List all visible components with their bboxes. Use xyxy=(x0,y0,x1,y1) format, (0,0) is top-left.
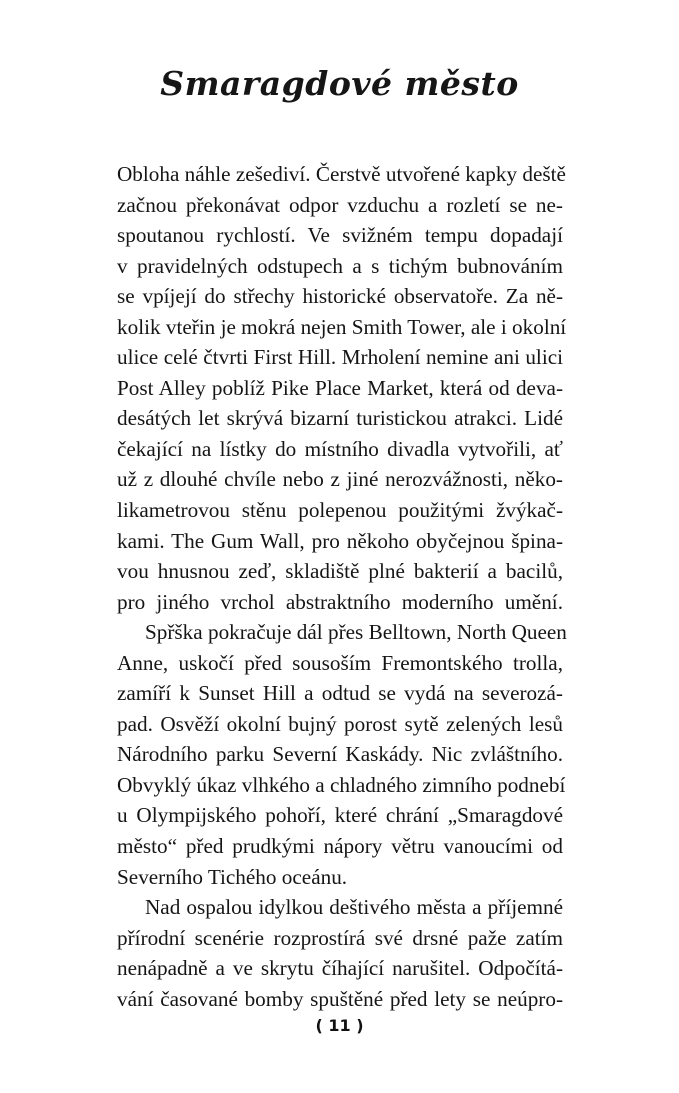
text-line: zamíří k Sunset Hill a odtud se vydá na severozá- xyxy=(117,681,563,706)
text-line: se vpíjejí do střechy historické observatoře. Za ně- xyxy=(117,284,563,309)
text-line: kolik vteřin je mokrá nejen Smith Tower, ale i okolní xyxy=(117,314,567,339)
text-line: kami. The Gum Wall, pro někoho obyčejnou špina- xyxy=(117,528,563,553)
text-line: Post Alley poblíž Pike Place Market, která od deva- xyxy=(117,375,563,400)
text-line: Spřška pokračuje dál přes Belltown, North Queen xyxy=(145,620,567,645)
text-line: pad. Osvěží okolní bujný porost sytě zelených lesů xyxy=(117,711,563,736)
body-text xyxy=(117,159,567,1014)
text-line: spoutanou rychlostí. Ve svižném tempu dopadají xyxy=(117,223,563,248)
text-line: vou hnusnou zeď, skladiště plné bakterií a bacilů, xyxy=(117,559,563,584)
text-line: v pravidelných odstupech a s tichým bubnováním xyxy=(117,253,563,278)
chapter-title: Smaragdové město xyxy=(160,64,519,103)
text-line: začnou překonávat odpor vzduchu a rozletí se ne- xyxy=(117,192,563,217)
text-line: město“ před prudkými nápory větru vanoucími od xyxy=(117,834,563,859)
text-line: Obvyklý úkaz vlhkého a chladného zimního podnebí xyxy=(117,772,566,797)
text-line: přírodní scenérie rozprostírá své drsné paže zatím xyxy=(117,925,563,950)
text-line: nenápadně a ve skrytu číhající narušitel. Odpočítá- xyxy=(117,956,563,981)
text-line: Anne, uskočí před sousoším Fremontského trolla, xyxy=(117,650,563,675)
text-line: u Olympijského pohoří, které chrání „Smaragdové xyxy=(117,803,563,828)
text-line: už z dlouhé chvíle nebo z jiné nerozvážnosti, něko- xyxy=(117,467,563,492)
text-line: pro jiného vrchol abstraktního moderního umění. xyxy=(117,589,563,614)
text-line: Nad ospalou idylkou deštivého města a příjemné xyxy=(145,895,563,920)
page-number: ( 11 ) xyxy=(315,1016,364,1035)
text-line: desátých let skrývá bizarní turistickou atrakci. Lidé xyxy=(117,406,563,431)
text-line: vání časované bomby spuštěné před lety se neúpro- xyxy=(117,986,563,1011)
text-line: Obloha náhle zešediví. Čerstvě utvořené kapky deště xyxy=(117,162,566,186)
text-line: ulice celé čtvrti First Hill. Mrholení nemine ani ulici xyxy=(117,345,563,370)
text-line: Národního parku Severní Kaskády. Nic zvláštního. xyxy=(117,742,563,767)
text-line: likametrovou stěnu polepenou použitými žvýkač- xyxy=(117,498,563,523)
text-line: čekající na lístky do místního divadla vytvořili, ať xyxy=(117,436,563,461)
text-line: Severního Tichého oceánu. xyxy=(117,864,348,889)
